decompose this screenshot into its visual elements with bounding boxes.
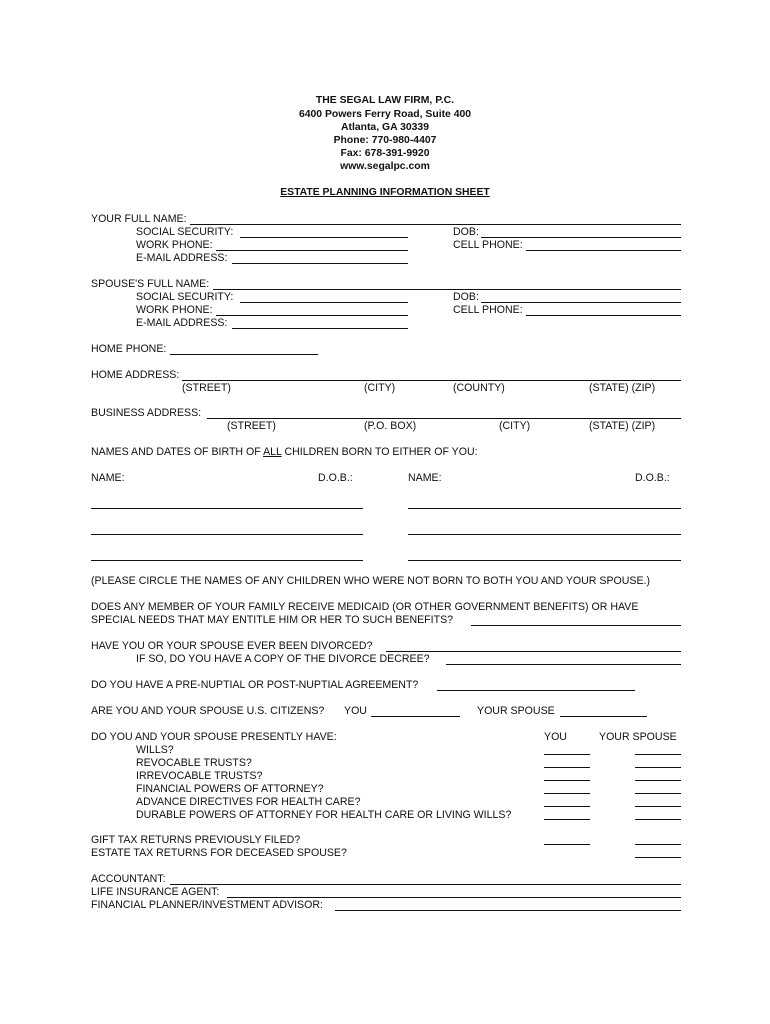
child-name-col-right: NAME: <box>408 472 442 484</box>
spouse-cell-phone-field[interactable] <box>526 315 681 316</box>
child-dob-col-right: D.O.B.: <box>635 472 670 484</box>
firm-website: www.segalpc.com <box>340 161 430 172</box>
firm-address-line2: Atlanta, GA 30339 <box>341 122 429 133</box>
documents-heading: DO YOU AND YOUR SPOUSE PRESENTLY HAVE: <box>91 731 337 743</box>
documents-col-spouse: YOUR SPOUSE <box>599 731 677 743</box>
child-entry-field[interactable] <box>408 534 681 535</box>
gift-tax-spouse-field[interactable] <box>635 844 681 845</box>
spouse-full-name-label: SPOUSE'S FULL NAME: <box>91 278 210 290</box>
business-state-zip-caption: (STATE) (ZIP) <box>589 420 656 432</box>
home-county-caption: (COUNTY) <box>453 382 505 394</box>
insurance-agent-label: LIFE INSURANCE AGENT: <box>91 886 220 898</box>
medicaid-answer-field[interactable] <box>471 625 681 626</box>
spouse-dob-label: DOB: <box>453 291 479 303</box>
citizens-question: ARE YOU AND YOUR SPOUSE U.S. CITIZENS? <box>91 705 325 717</box>
medicaid-question-line1: DOES ANY MEMBER OF YOUR FAMILY RECEIVE MEDICAID (OR OTHER GOVERNMENT BENEFITS) OR HAVE <box>91 601 639 613</box>
child-entry-field[interactable] <box>91 508 363 509</box>
document-spouse-field[interactable] <box>635 754 681 755</box>
your-dob-label: DOB: <box>453 226 479 238</box>
home-city-caption: (CITY) <box>364 382 396 394</box>
home-address-field[interactable] <box>182 380 681 381</box>
business-street-caption: (STREET) <box>227 420 276 432</box>
document-you-field[interactable] <box>544 754 590 755</box>
child-name-col-left: NAME: <box>91 472 125 484</box>
document-spouse-field[interactable] <box>635 767 681 768</box>
estate-tax-question: ESTATE TAX RETURNS FOR DECEASED SPOUSE? <box>91 847 347 859</box>
document-you-field[interactable] <box>544 806 590 807</box>
document-spouse-field[interactable] <box>635 780 681 781</box>
your-cell-phone-label: CELL PHONE: <box>453 239 523 251</box>
divorced-question: HAVE YOU OR YOUR SPOUSE EVER BEEN DIVORCED? <box>91 640 373 652</box>
spouse-email-field[interactable] <box>232 328 408 329</box>
accountant-label: ACCOUNTANT: <box>91 873 166 885</box>
child-dob-col-left: D.O.B.: <box>318 472 353 484</box>
document-you-field[interactable] <box>544 780 590 781</box>
children-intro-pre: NAMES AND DATES OF BIRTH OF <box>91 446 264 458</box>
financial-planner-field[interactable] <box>335 910 681 911</box>
firm-phone: Phone: 770-980-4407 <box>333 135 437 146</box>
your-full-name-label: YOUR FULL NAME: <box>91 213 187 225</box>
divorce-decree-question: IF SO, DO YOU HAVE A COPY OF THE DIVORCE DECREE? <box>136 653 430 665</box>
firm-name: THE SEGAL LAW FIRM, P.C. <box>315 95 455 106</box>
your-ssn-field[interactable] <box>240 237 408 238</box>
citizens-spouse-label: YOUR SPOUSE <box>477 705 555 717</box>
document-item: REVOCABLE TRUSTS? <box>136 757 252 769</box>
spouse-email-label: E-MAIL ADDRESS: <box>136 317 228 329</box>
document-you-field[interactable] <box>544 793 590 794</box>
divorce-decree-answer-field[interactable] <box>446 664 681 665</box>
your-email-field[interactable] <box>232 263 408 264</box>
spouse-work-phone-field[interactable] <box>216 315 408 316</box>
gift-tax-question: GIFT TAX RETURNS PREVIOUSLY FILED? <box>91 834 301 846</box>
home-street-caption: (STREET) <box>182 382 231 394</box>
child-entry-field[interactable] <box>408 560 681 561</box>
your-cell-phone-field[interactable] <box>526 250 681 251</box>
citizens-spouse-field[interactable] <box>560 716 647 717</box>
business-city-caption: (CITY) <box>499 420 531 432</box>
business-address-label: BUSINESS ADDRESS: <box>91 407 202 419</box>
child-entry-field[interactable] <box>408 508 681 509</box>
divorced-answer-field[interactable] <box>386 651 681 652</box>
spouse-cell-phone-label: CELL PHONE: <box>453 304 523 316</box>
business-address-field[interactable] <box>207 418 681 419</box>
firm-address-line1: 6400 Powers Ferry Road, Suite 400 <box>298 109 472 120</box>
home-address-label: HOME ADDRESS: <box>91 369 180 381</box>
business-pobox-caption: (P.O. BOX) <box>364 420 417 432</box>
prenup-question: DO YOU HAVE A PRE-NUPTIAL OR POST-NUPTIAL AGREEMENT? <box>91 679 419 691</box>
citizens-you-label: YOU <box>344 705 367 717</box>
your-work-phone-field[interactable] <box>216 250 408 251</box>
estate-tax-spouse-field[interactable] <box>635 857 681 858</box>
citizens-you-field[interactable] <box>371 716 460 717</box>
spouse-full-name-field[interactable] <box>213 289 681 290</box>
your-dob-field[interactable] <box>481 237 681 238</box>
document-item: FINANCIAL POWERS OF ATTORNEY? <box>136 783 324 795</box>
document-you-field[interactable] <box>544 767 590 768</box>
insurance-agent-field[interactable] <box>227 897 681 898</box>
form-title: ESTATE PLANNING INFORMATION SHEET <box>280 187 490 198</box>
child-entry-field[interactable] <box>91 560 363 561</box>
document-item: WILLS? <box>136 744 174 756</box>
spouse-dob-field[interactable] <box>481 302 681 303</box>
spouse-ssn-label: SOCIAL SECURITY: <box>136 291 234 303</box>
document-item: IRREVOCABLE TRUSTS? <box>136 770 263 782</box>
child-entry-field[interactable] <box>91 534 363 535</box>
document-you-field[interactable] <box>544 819 590 820</box>
your-work-phone-label: WORK PHONE: <box>136 239 213 251</box>
document-item: DURABLE POWERS OF ATTORNEY FOR HEALTH CARE OR LIVING WILLS? <box>136 809 512 821</box>
spouse-ssn-field[interactable] <box>240 302 408 303</box>
children-intro <box>91 446 478 458</box>
home-phone-field[interactable] <box>170 354 318 355</box>
document-item: ADVANCE DIRECTIVES FOR HEALTH CARE? <box>136 796 361 808</box>
children-intro-all: ALL <box>263 446 282 458</box>
your-ssn-label: SOCIAL SECURITY: <box>136 226 234 238</box>
document-spouse-field[interactable] <box>635 793 681 794</box>
financial-planner-label: FINANCIAL PLANNER/INVESTMENT ADVISOR: <box>91 899 323 911</box>
your-full-name-field[interactable] <box>190 224 681 225</box>
medicaid-question-line2: SPECIAL NEEDS THAT MAY ENTITLE HIM OR HER TO SUCH BENEFITS? <box>91 614 454 626</box>
document-spouse-field[interactable] <box>635 806 681 807</box>
firm-fax: Fax: 678-391-9920 <box>340 148 430 159</box>
home-state-zip-caption: (STATE) (ZIP) <box>589 382 656 394</box>
gift-tax-you-field[interactable] <box>544 844 590 845</box>
prenup-answer-field[interactable] <box>437 690 635 691</box>
spouse-work-phone-label: WORK PHONE: <box>136 304 213 316</box>
children-circle-note: (PLEASE CIRCLE THE NAMES OF ANY CHILDREN WHO WERE NOT BORN TO BOTH YOU AND YOUR SPOUSE.) <box>91 575 651 587</box>
accountant-field[interactable] <box>170 884 681 885</box>
home-phone-label: HOME PHONE: <box>91 343 167 355</box>
your-email-label: E-MAIL ADDRESS: <box>136 252 228 264</box>
document-spouse-field[interactable] <box>635 819 681 820</box>
documents-col-you: YOU <box>544 731 567 743</box>
children-intro-post: CHILDREN BORN TO EITHER OF YOU: <box>281 446 478 458</box>
